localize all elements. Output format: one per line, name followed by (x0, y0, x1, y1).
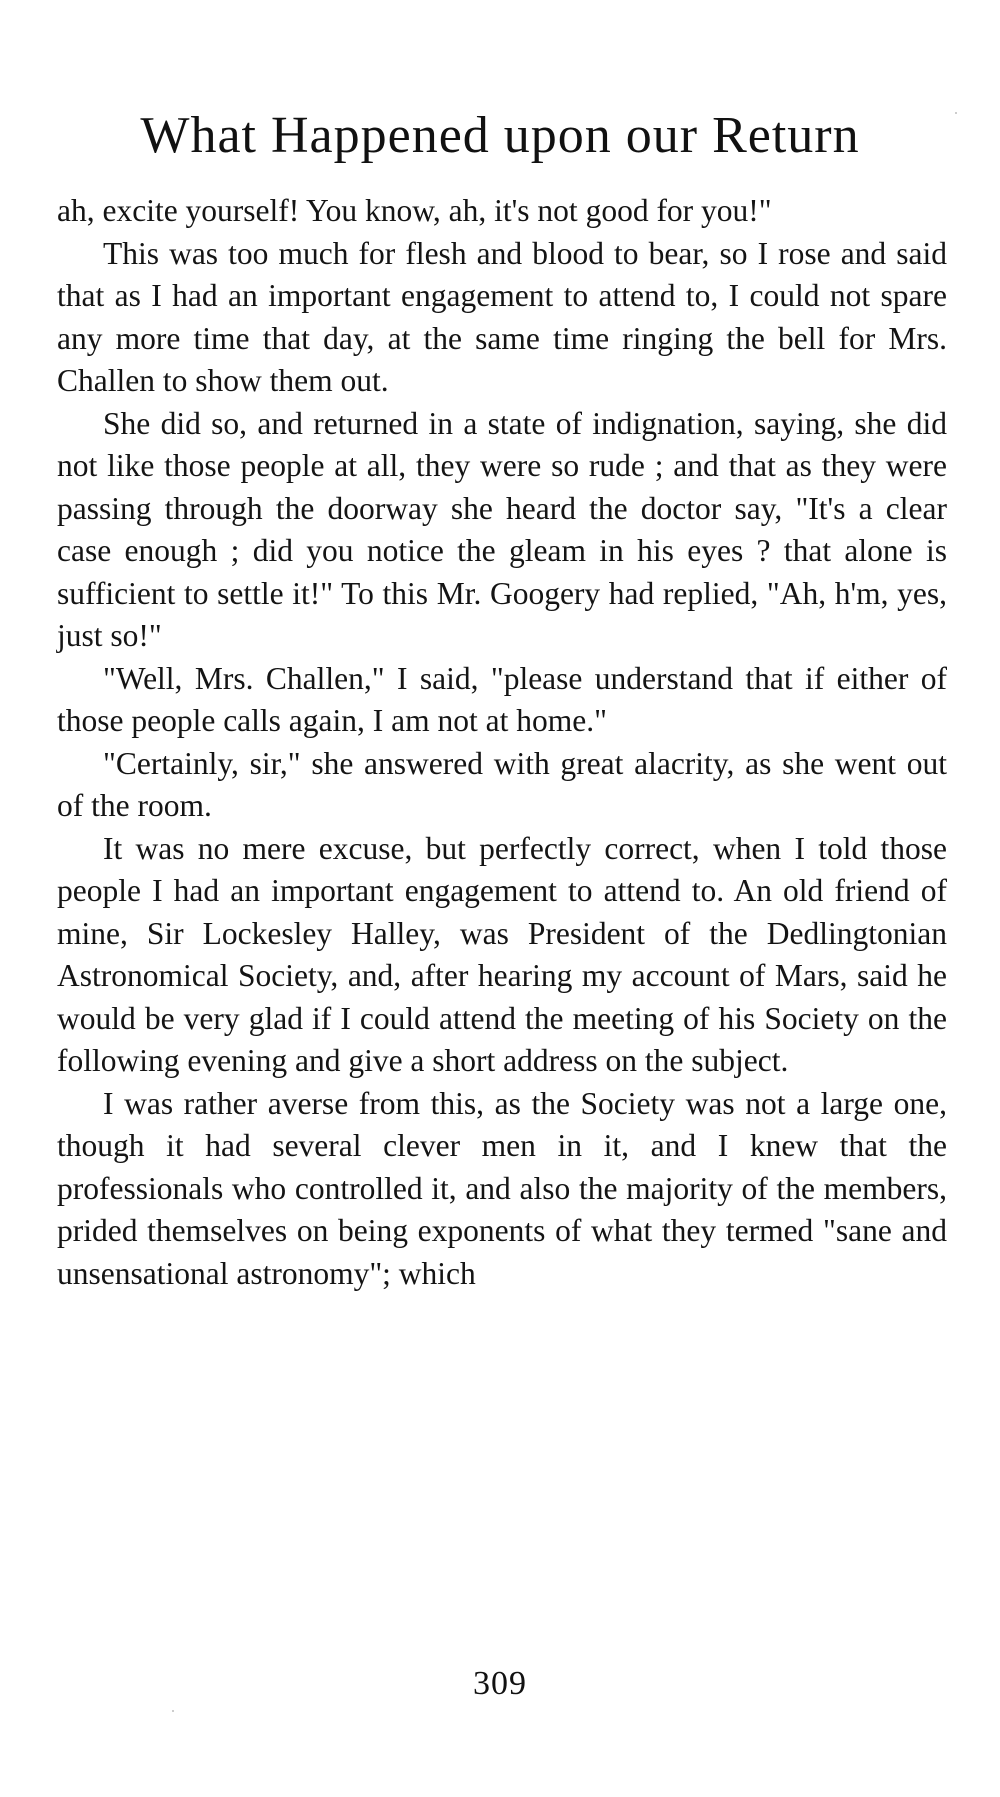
paragraph: I was rather averse from this, as the Society was not a large one, though it had several clever men in it, and I knew that the professionals who controlled it, and also the majority of the members, prided themselves on being exponents of what they termed "sane and unsensational astronomy"; which (57, 1085, 947, 1291)
paragraph: She did so, and returned in a state of indignation, saying, she did not like those people at all, they were so rude ; and that as they were passing through the doorway she heard the doctor say, "It's a clear case enough ; did you notice the gleam in his eyes ? that alone is sufficient to settle it!" To this Mr. Googery had replied, "Ah, h'm, yes, just so!" (57, 405, 947, 653)
paragraph: This was too much for flesh and blood to bear, so I rose and said that as I had an important engagement to attend to, I could not spare any more time that day, at the same time ringing the bell for Mrs. Challen to show them out. (57, 235, 947, 398)
paragraph-continued: ah, excite yourself! You know, ah, it's not good for you!" (57, 193, 772, 228)
page-number: 309 (473, 1665, 527, 1702)
paragraph: "Well, Mrs. Challen," I said, "please understand that if either of those people calls again, I am not at home." (57, 660, 947, 738)
scan-speck (172, 1710, 174, 1712)
paragraph: It was no mere excuse, but perfectly correct, when I told those people I had an important engagement to attend to. An old friend of mine, Sir Lockesley Halley, was President of the Dedlingtonian Astronomical Society, and, after hearing my account of Mars, said he would be very glad if I could attend the meeting of his Society on the following evening and give a short address on the subject. (57, 830, 947, 1078)
paragraph: "Certainly, sir," she answered with great alacrity, as she went out of the room. (57, 745, 947, 823)
body-text (57, 190, 947, 1295)
running-head: What Happened upon our Return (140, 107, 860, 164)
scan-speck (955, 112, 957, 114)
